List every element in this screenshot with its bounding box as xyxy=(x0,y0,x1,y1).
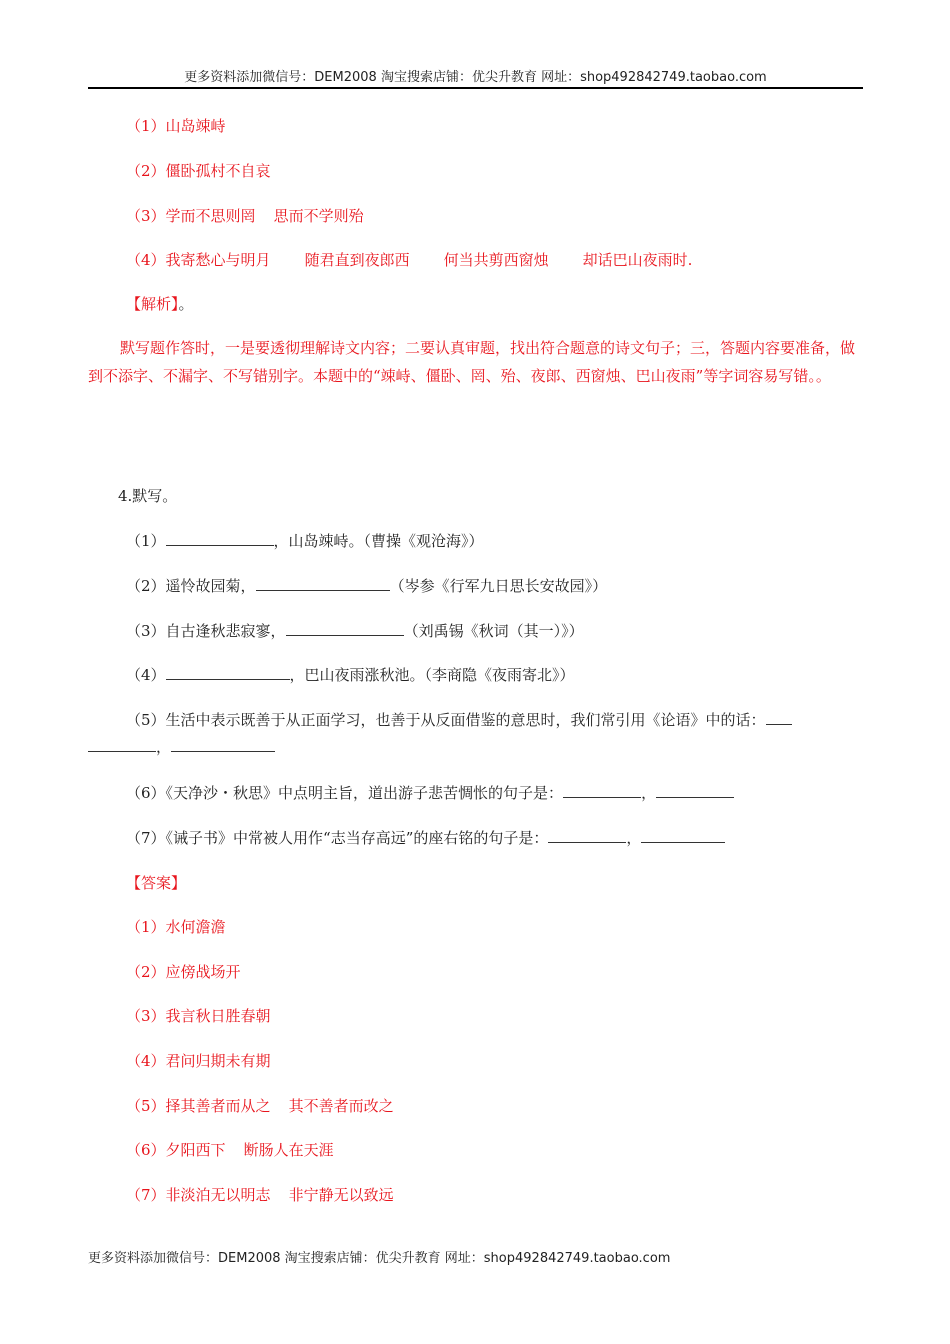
answer-text: 非宁静无以致远 xyxy=(288,1186,394,1204)
answer-text: 学而不思则罔 xyxy=(165,207,256,225)
answer-text: 何当共剪西窗烛 xyxy=(443,251,549,269)
answer-blank[interactable] xyxy=(88,737,156,752)
q4-answer-3 xyxy=(126,1005,271,1026)
answer-blank[interactable] xyxy=(766,710,792,725)
item-num: （2） xyxy=(126,577,166,595)
answer-text: 择其善者而从之 xyxy=(165,1097,271,1115)
q4-title: 4.默写。 xyxy=(118,487,178,505)
answer-text: 水何澹澹 xyxy=(165,918,226,936)
answer-text: 断肠人在天涯 xyxy=(243,1141,334,1159)
answer-num: （5） xyxy=(126,1097,166,1115)
q4-answer-5 xyxy=(126,1095,394,1116)
item-before: 生活中表示既善于从正面学习，也善于从反面借鉴的意思时，我们常引用《论语》中的话： xyxy=(165,711,766,729)
item-after: ， xyxy=(626,829,642,847)
q4-item-2 xyxy=(126,575,607,596)
item-after: ，巴山夜雨涨秋池。（李商隐《夜雨寄北》） xyxy=(289,666,575,684)
answer-text: 非淡泊无以明志 xyxy=(165,1186,271,1204)
item-num: （5） xyxy=(126,711,166,729)
answer-blank[interactable] xyxy=(256,576,390,591)
q4-answer-7 xyxy=(126,1184,394,1205)
answer-blank[interactable] xyxy=(656,783,734,798)
answer-blank[interactable] xyxy=(563,783,641,798)
answer-num: （4） xyxy=(126,251,166,269)
item-after: ， xyxy=(641,784,657,802)
answer-num: （1） xyxy=(126,918,166,936)
item-num: （3） xyxy=(126,622,166,640)
q4-answer-4 xyxy=(126,1050,271,1071)
answer-text: 思而不学则殆 xyxy=(273,207,364,225)
answer-blank[interactable] xyxy=(166,531,274,546)
q4-item-5-cont xyxy=(88,736,275,757)
item-before: 《天净沙・秋思》中点明主旨，道出游子悲苦惆怅的句子是： xyxy=(165,784,564,802)
item-num: （6） xyxy=(126,784,166,802)
item-num: （7） xyxy=(126,829,166,847)
answer-text: 夕阳西下 xyxy=(165,1141,226,1159)
answer-num: （3） xyxy=(126,207,166,225)
answer-text: 山岛竦峙 xyxy=(165,117,226,135)
answer-text: 我寄愁心与明月 xyxy=(165,251,271,269)
q4-item-5 xyxy=(126,709,792,730)
item-before: 遥怜故园菊， xyxy=(165,577,256,595)
item-after: ， xyxy=(156,738,172,756)
answer-text: 随君直到夜郎西 xyxy=(304,251,410,269)
q3-answer-4 xyxy=(126,249,692,270)
analysis-text: 默写题作答时，一是要透彻理解诗文内容；二要认真审题，找出符合题意的诗文句子；三，答题内容要准备，做到不添字、不漏字、不写错别字。本题中的“竦峙、僵卧、罔、殆、夜郎、西窗烛、巴山夜雨”等字词容易写错。。 xyxy=(88,339,856,385)
analysis-tail: 。 xyxy=(178,295,194,313)
answer-text: 却话巴山夜雨时. xyxy=(582,251,693,269)
item-after: （岑参《行军九日思长安故园》） xyxy=(389,577,608,595)
answer-blank[interactable] xyxy=(166,665,290,680)
header-rule xyxy=(88,87,863,89)
item-num: （1） xyxy=(126,532,166,550)
q4-item-4 xyxy=(126,664,575,685)
item-num: （4） xyxy=(126,666,166,684)
answer-text: 君问归期未有期 xyxy=(165,1052,271,1070)
answer-num: （4） xyxy=(126,1052,166,1070)
answer-label: 【答案】 xyxy=(126,874,187,892)
answer-num: （7） xyxy=(126,1186,166,1204)
item-after: （刘禹锡《秋词（其一）》） xyxy=(403,622,584,640)
answer-text: 僵卧孤村不自哀 xyxy=(165,162,271,180)
answer-blank[interactable] xyxy=(286,621,404,636)
item-before: 自古逢秋悲寂寥， xyxy=(165,622,286,640)
item-after: ，山岛竦峙。（曹操《观沧海》） xyxy=(273,532,484,550)
answer-text: 我言秋日胜春朝 xyxy=(165,1007,271,1025)
q4-item-6 xyxy=(126,782,734,803)
item-before: 《诫子书》中常被人用作“志当存高远”的座右铭的句子是： xyxy=(165,829,549,847)
q3-answer-3 xyxy=(126,205,364,226)
answer-num: （1） xyxy=(126,117,166,135)
q4-item-1 xyxy=(126,530,484,551)
q4-item-7 xyxy=(126,827,725,848)
answer-num: （2） xyxy=(126,963,166,981)
answer-num: （3） xyxy=(126,1007,166,1025)
answer-num: （6） xyxy=(126,1141,166,1159)
analysis-heading xyxy=(126,293,194,314)
answer-blank[interactable] xyxy=(548,828,626,843)
page-header: 更多资料添加微信号：DEM2008 淘宝搜索店铺：优尖升教育 网址：shop492842749.taobao.com xyxy=(184,70,767,85)
q3-answer-2 xyxy=(126,160,271,181)
answer-text: 应傍战场开 xyxy=(165,963,241,981)
q4-answer-2 xyxy=(126,961,241,982)
answer-num: （2） xyxy=(126,162,166,180)
page-footer: 更多资料添加微信号：DEM2008 淘宝搜索店铺：优尖升教育 网址：shop492842749.taobao.com xyxy=(88,1251,671,1266)
q4-answer-1 xyxy=(126,916,226,937)
q3-answer-1 xyxy=(126,115,226,136)
answer-blank[interactable] xyxy=(171,737,275,752)
q4-item-3 xyxy=(126,620,584,641)
answer-text: 其不善者而改之 xyxy=(288,1097,394,1115)
q4-answer-6 xyxy=(126,1139,334,1160)
analysis-label: 【解析】 xyxy=(126,295,179,313)
answer-blank[interactable] xyxy=(641,828,725,843)
